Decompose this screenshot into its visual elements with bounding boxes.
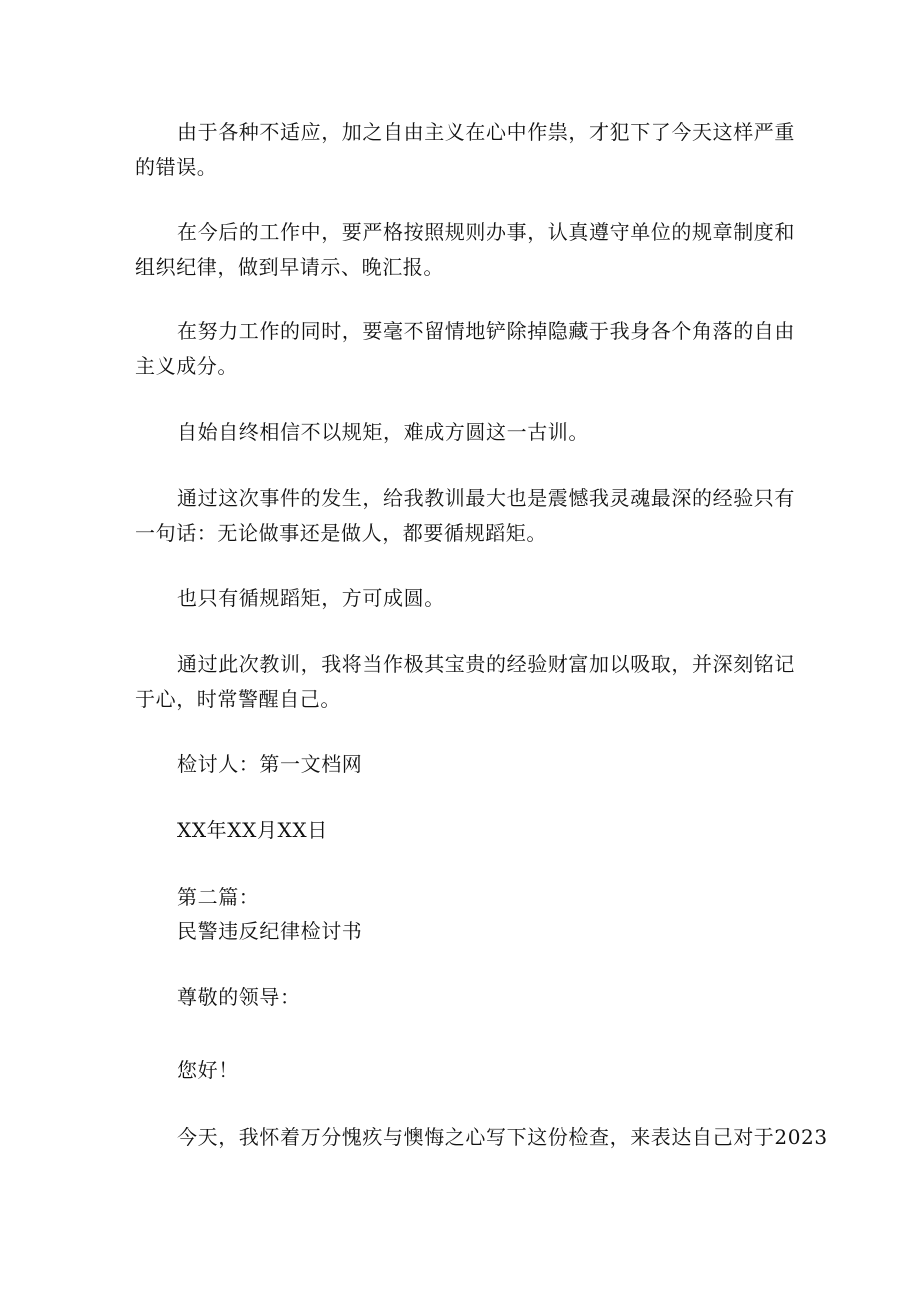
signature-date: XX年XX月XX日 [177,818,328,842]
paragraph-4: 自始自终相信不以规矩，难成方圆这一古训。 [177,420,589,444]
paragraph-3: 在努力工作的同时，要毫不留情地铲除掉隐藏于我身各个角落的自由主义成分。 [135,319,795,378]
letter-salutation: 尊敬的领导： [177,985,301,1009]
letter-greeting: 您好！ [177,1058,239,1082]
paragraph-1: 由于各种不适应，加之自由主义在心中作祟，才犯下了今天这样严重的错误。 [135,120,795,179]
letter-opening: 今天，我怀着万分愧疚与懊悔之心写下这份检查，来表达自己对于2023 [177,1125,828,1149]
paragraph-7: 通过此次教训，我将当作极其宝贵的经验财富加以吸取，并深刻铭记于心，时常警醒自己。 [135,652,795,711]
section-title: 民警违反纪律检讨书 [177,919,363,943]
section-label: 第二篇： [177,885,260,909]
signature-author: 检讨人：第一文档网 [177,752,363,776]
paragraph-5: 通过这次事件的发生，给我教训最大也是震憾我灵魂最深的经验只有一句话：无论做事还是做人，都要循规蹈矩。 [135,486,795,545]
paragraph-2: 在今后的工作中，要严格按照规则办事，认真遵守单位的规章制度和组织纪律，做到早请示、晚汇报。 [135,220,795,279]
paragraph-6: 也只有循规蹈矩，方可成圆。 [177,586,445,610]
